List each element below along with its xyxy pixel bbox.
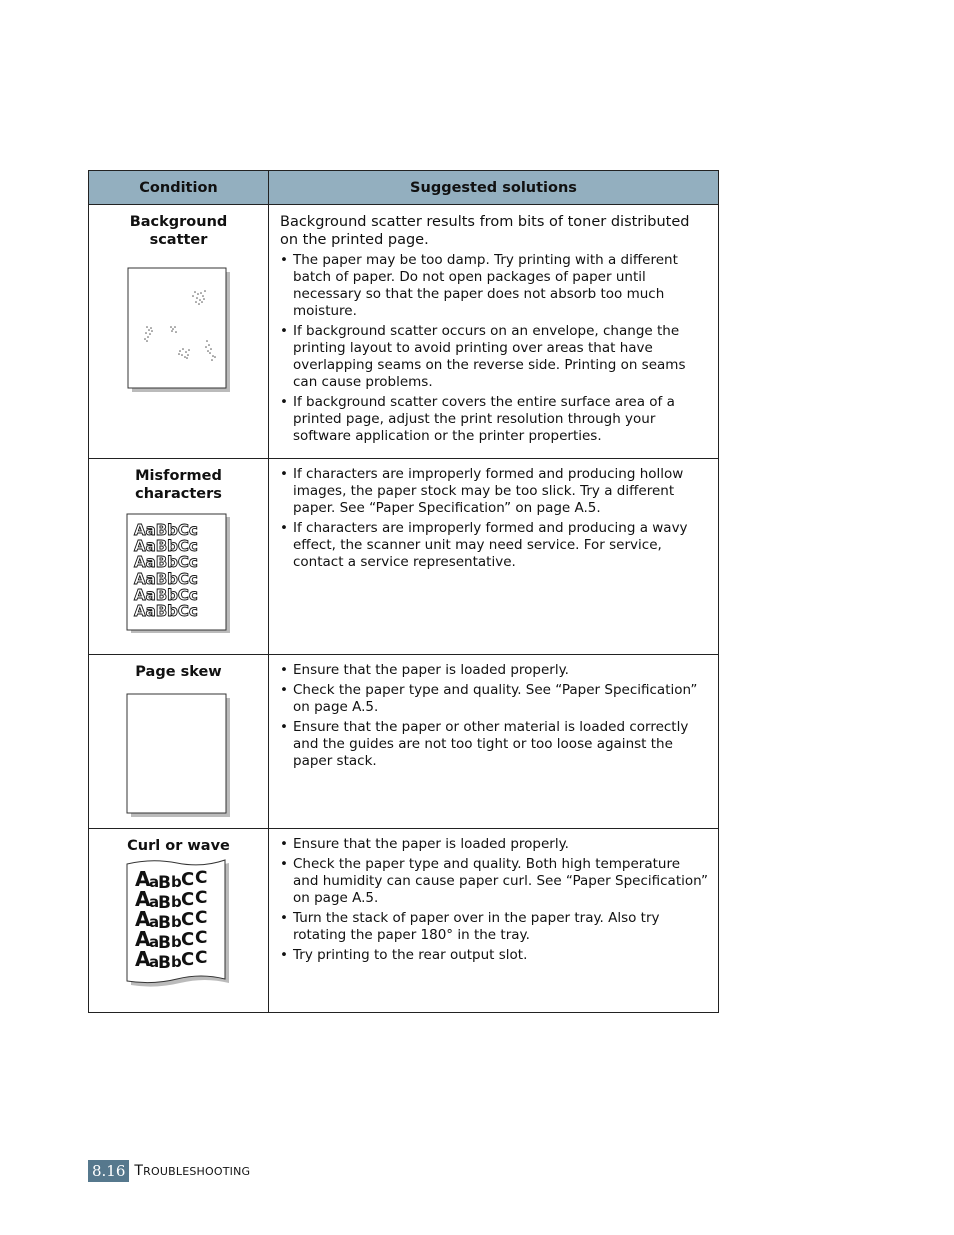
- scattered-toner-page-icon: [127, 267, 231, 393]
- svg-text:b: b: [170, 893, 182, 911]
- section-title-initial: T: [134, 1163, 144, 1179]
- list-item: • The paper may be too damp. Try printing with a different batch of paper. Do not open packages of paper until necessary so that the paper does not absorb too much moisture.: [280, 252, 708, 320]
- svg-text:b: b: [170, 953, 182, 971]
- svg-text:C: C: [180, 949, 194, 970]
- skewed-page-icon: [126, 693, 232, 819]
- condition-cell: [89, 459, 269, 655]
- list-item: • Ensure that the paper is loaded properly.: [280, 836, 708, 853]
- sample-text: AaBbCc: [133, 521, 198, 539]
- table-row: [89, 655, 719, 829]
- list-item: • If background scatter occurs on an envelope, change the printing layout to avoid printing over areas that have overlapping seams on the reverse side. Printing on seams can cause problems.: [280, 323, 708, 391]
- svg-text:a: a: [148, 873, 159, 891]
- curled-page-icon: [125, 859, 233, 991]
- solutions-cell: [269, 459, 719, 655]
- page-footer: [88, 1160, 250, 1182]
- svg-text:B: B: [157, 953, 171, 973]
- list-item: • Check the paper type and quality. See “Paper Specification” on page A.5.: [280, 682, 708, 716]
- troubleshooting-table: [88, 170, 719, 1013]
- sample-text: AaBbCc: [133, 602, 198, 620]
- list-item: • Ensure that the paper or other material is loaded correctly and the guides are not too tight or too loose against the paper stack.: [280, 719, 708, 770]
- svg-text:A: A: [134, 907, 150, 931]
- solution-intro: Background scatter results from bits of toner distributed on the printed page.: [280, 214, 690, 248]
- list-item: • Turn the stack of paper over in the paper tray. Also try rotating the paper 180° in the tray.: [280, 910, 708, 944]
- sample-text: AaBbCc: [133, 570, 198, 588]
- section-title-rest: ROUBLESHOOTING: [143, 1165, 251, 1178]
- list-item: • Try printing to the rear output slot.: [280, 947, 708, 964]
- solutions-cell: [269, 829, 719, 1013]
- svg-text:A: A: [134, 947, 150, 971]
- svg-text:b: b: [170, 873, 182, 891]
- table-row: [89, 829, 719, 1013]
- svg-text:B: B: [157, 873, 171, 893]
- svg-text:A: A: [134, 867, 150, 891]
- svg-text:C: C: [180, 909, 194, 930]
- condition-label: Page skew: [135, 664, 222, 680]
- section-title: [134, 1163, 250, 1179]
- svg-text:C: C: [194, 888, 207, 908]
- table-header-row: [89, 171, 719, 205]
- svg-text:a: a: [148, 953, 159, 971]
- condition-cell: [89, 205, 269, 459]
- svg-text:C: C: [180, 889, 194, 910]
- svg-text:B: B: [157, 933, 171, 953]
- svg-text:C: C: [194, 948, 207, 968]
- svg-text:a: a: [148, 893, 159, 911]
- condition-label: Background scatter: [129, 214, 228, 248]
- condition-label: Curl or wave: [127, 838, 230, 854]
- svg-text:C: C: [180, 929, 194, 950]
- solutions-header: Suggested solutions: [269, 171, 719, 205]
- svg-text:b: b: [170, 933, 182, 951]
- svg-text:C: C: [180, 869, 194, 890]
- svg-text:A: A: [134, 927, 150, 951]
- solution-list: [280, 662, 708, 770]
- sample-text: AaBbCc: [133, 553, 198, 571]
- list-item: • If characters are improperly formed and producing hollow images, the paper stock may be too slick. Try a different paper. See “Paper Specification” on page A.5.: [280, 466, 708, 517]
- svg-text:C: C: [194, 868, 207, 888]
- svg-text:a: a: [148, 913, 159, 931]
- misformed-characters-page-icon: [126, 513, 232, 635]
- table-row: [89, 459, 719, 655]
- solutions-cell: [269, 205, 719, 459]
- solution-list: [280, 252, 708, 445]
- list-item: • Ensure that the paper is loaded properly.: [280, 662, 708, 679]
- condition-label: Misformed characters: [135, 468, 222, 502]
- list-item: • If background scatter covers the entire surface area of a printed page, adjust the print resolution through your software application or the printer properties.: [280, 394, 708, 445]
- svg-text:C: C: [194, 908, 207, 928]
- list-item: • Check the paper type and quality. Both high temperature and humidity can cause paper curl. See “Paper Specification” on page A.5.: [280, 856, 708, 907]
- svg-text:a: a: [148, 933, 159, 951]
- condition-cell: [89, 829, 269, 1013]
- sample-text: AaBbCc: [133, 537, 198, 555]
- svg-text:B: B: [157, 893, 171, 913]
- solution-list: [280, 466, 708, 571]
- svg-text:C: C: [194, 928, 207, 948]
- sample-text: AaBbCc: [133, 586, 198, 604]
- solutions-cell: [269, 655, 719, 829]
- condition-header: Condition: [89, 171, 269, 205]
- solution-list: [280, 836, 708, 964]
- svg-text:B: B: [157, 913, 171, 933]
- svg-text:A: A: [134, 887, 150, 911]
- svg-text:b: b: [170, 913, 182, 931]
- table-row: [89, 205, 719, 459]
- page-number-badge: 8.16: [88, 1160, 129, 1182]
- list-item: • If characters are improperly formed and producing a wavy effect, the scanner unit may need service. For service, contact a service representative.: [280, 520, 708, 571]
- condition-cell: [89, 655, 269, 829]
